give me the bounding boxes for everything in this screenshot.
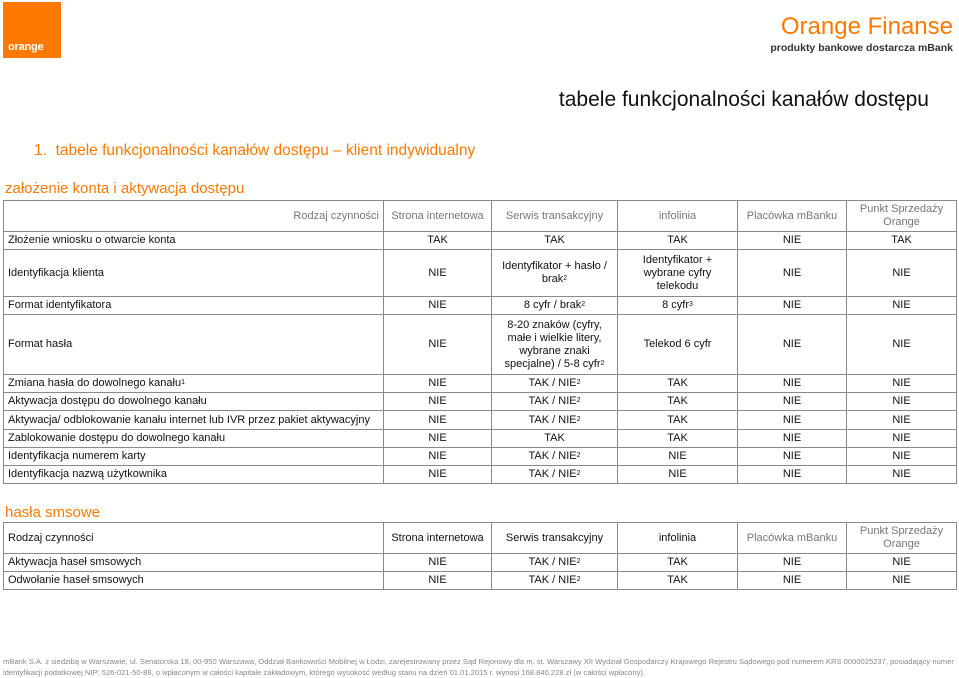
cell: NIE (847, 448, 957, 466)
cell: NIE (618, 448, 738, 466)
footnote-mark: 2 (600, 359, 605, 367)
cell (492, 297, 618, 315)
cell: NIE (384, 466, 492, 484)
table-row (4, 393, 957, 411)
cell: NIE (847, 375, 957, 393)
cell: NIE (738, 393, 847, 411)
cell: NIE (384, 572, 492, 590)
table-row (4, 411, 957, 430)
row-label: Identyfikacja nazwą użytkownika (4, 466, 384, 484)
brand-block (770, 14, 953, 54)
cell: TAK (618, 430, 738, 448)
header-cell: Rodzaj czynności (4, 523, 384, 554)
cell: TAK (618, 572, 738, 590)
header-cell: Placówka mBanku (738, 201, 847, 232)
footnote-mark: 2 (576, 558, 581, 565)
footnote-mark: 2 (563, 275, 568, 282)
cell-text: Identyfikator + hasło / brak (502, 260, 607, 285)
row-label: Zablokowanie dostępu do dowolnego kanału (4, 430, 384, 448)
section-title: tabele funkcjonalności kanałów dostępu – klient indywidualny (55, 142, 476, 159)
row-label (4, 375, 384, 393)
table-row (4, 297, 957, 315)
header-cell: Rodzaj czynności (4, 201, 384, 232)
cell: TAK (618, 232, 738, 250)
cell-text: 8 cyfr / brak (523, 299, 582, 311)
cell: Telekod 6 cyfr (618, 315, 738, 375)
cell: NIE (384, 250, 492, 297)
table2-caption: hasła smsowe (5, 504, 101, 521)
header-cell: Placówka mBanku (738, 523, 847, 554)
footnote-mark: 2 (576, 379, 581, 386)
sms-passwords-table (3, 522, 957, 590)
cell (492, 448, 618, 466)
table-row (4, 430, 957, 448)
row-label-text: Zmiana hasła do dowolnego kanału (8, 377, 182, 389)
cell: NIE (847, 250, 957, 297)
cell: TAK (618, 411, 738, 430)
channels-table (3, 200, 957, 484)
cell-text: TAK / NIE (528, 395, 577, 407)
cell-text: 8 cyfr (662, 299, 689, 311)
cell: NIE (847, 411, 957, 430)
table-header-row (4, 201, 957, 232)
cell: TAK (492, 232, 618, 250)
cell-text: TAK / NIE (528, 413, 577, 426)
cell (492, 375, 618, 393)
cell: NIE (847, 393, 957, 411)
cell: NIE (384, 554, 492, 572)
cell: NIE (847, 554, 957, 572)
table-row (4, 375, 957, 393)
header-cell: Serwis transakcyjny (492, 523, 618, 554)
cell (492, 554, 618, 572)
cell: NIE (738, 572, 847, 590)
table-row (4, 232, 957, 250)
orange-logo (3, 2, 61, 58)
table1-caption: założenie konta i aktywacja dostępu (5, 180, 245, 197)
header-cell: Serwis transakcyjny (492, 201, 618, 232)
cell (618, 297, 738, 315)
cell: NIE (738, 232, 847, 250)
footnote-mark: 1 (181, 379, 185, 386)
cell: TAK (847, 232, 957, 250)
cell-text: TAK / NIE (528, 556, 577, 568)
cell-text: TAK / NIE (528, 450, 577, 462)
table-row (4, 554, 957, 572)
cell-text: 8-20 znaków (cyfry, małe i wielkie litery, wybrane znaki specjalne) / 5-8 cyfr (504, 318, 602, 370)
row-label: Złożenie wniosku o otwarcie konta (4, 232, 384, 250)
cell: NIE (738, 250, 847, 297)
cell-text: TAK / NIE (528, 468, 577, 480)
table-row (4, 572, 957, 590)
cell: NIE (384, 297, 492, 315)
header-cell: Punkt Sprzedaży Orange (847, 523, 957, 554)
header-cell: infolinia (618, 201, 738, 232)
cell: NIE (738, 448, 847, 466)
footnote-mark: 2 (576, 415, 581, 423)
cell: Identyfikator + wybrane cyfry telekodu (618, 250, 738, 297)
cell: NIE (618, 466, 738, 484)
logo-text: orange (8, 41, 44, 53)
cell-text: TAK / NIE (528, 574, 577, 586)
brand-title: Orange Finanse (780, 13, 953, 40)
cell: NIE (847, 572, 957, 590)
cell: NIE (847, 430, 957, 448)
footer-line: mBank S.A. z siedzibą w Warszawie, ul. Senatorska 18, 00-950 Warszawa, Oddział Bankowości Mobilnej w Łodzi, zarejestrowany przez Sąd Rejonowy dla m. st. Warszawy XII Wydział Gospodarczy Krajowego Rejestru Sądowego pod numerem KRS 0000025237, posiadający numer (3, 657, 954, 666)
table-row (4, 466, 957, 484)
cell (492, 250, 618, 297)
cell: NIE (847, 297, 957, 315)
cell: TAK (618, 393, 738, 411)
cell: NIE (738, 430, 847, 448)
footnote-mark: 2 (576, 576, 581, 583)
cell (492, 315, 618, 375)
cell: NIE (738, 315, 847, 375)
header-cell: infolinia (618, 523, 738, 554)
cell: NIE (738, 554, 847, 572)
cell: NIE (847, 466, 957, 484)
cell: NIE (384, 411, 492, 430)
cell: NIE (384, 375, 492, 393)
footnote-mark: 3 (689, 301, 693, 308)
footnote-mark: 2 (581, 301, 586, 308)
section-number: 1. (34, 142, 47, 159)
cell (492, 411, 618, 430)
row-label: Odwołanie haseł smsowych (4, 572, 384, 590)
footer-line: identyfikacji podatkowej NIP: 526-021-50-88, o wpłaconym w całości kapitale zakładowym, którego wysokość według stanu na dzień 01.01.2015 r. wynosi 168.840.228 zł (w całości wpłacony). (3, 668, 646, 677)
cell (492, 466, 618, 484)
cell: TAK (618, 375, 738, 393)
cell: NIE (847, 315, 957, 375)
cell: NIE (738, 466, 847, 484)
page-title: tabele funkcjonalności kanałów dostępu (558, 88, 929, 111)
cell: NIE (384, 393, 492, 411)
header-cell: Strona internetowa (384, 523, 492, 554)
section-heading (34, 142, 475, 160)
row-label: Format identyfikatora (4, 297, 384, 315)
brand-subtitle: produkty bankowe dostarcza mBank (770, 42, 953, 54)
cell: NIE (738, 411, 847, 430)
row-label: Identyfikacja klienta (4, 250, 384, 297)
cell: TAK (384, 232, 492, 250)
header-cell: Punkt Sprzedaży Orange (847, 201, 957, 232)
row-label: Aktywacja haseł smsowych (4, 554, 384, 572)
header-cell: Strona internetowa (384, 201, 492, 232)
cell: TAK (492, 430, 618, 448)
cell: TAK (618, 554, 738, 572)
table-header-row (4, 523, 957, 554)
row-label: Format hasła (4, 315, 384, 375)
cell: NIE (384, 430, 492, 448)
row-label: Aktywacja dostępu do dowolnego kanału (4, 393, 384, 411)
cell-text: TAK / NIE (528, 377, 577, 389)
cell: NIE (738, 297, 847, 315)
cell (492, 393, 618, 411)
table-row (4, 315, 957, 375)
footnote-mark: 2 (576, 452, 581, 459)
cell: NIE (384, 448, 492, 466)
table-row (4, 250, 957, 297)
row-label: Identyfikacja numerem karty (4, 448, 384, 466)
row-label: Aktywacja/ odblokowanie kanału internet lub IVR przez pakiet aktywacyjny (4, 411, 384, 430)
cell (492, 572, 618, 590)
cell: NIE (738, 375, 847, 393)
cell: NIE (384, 315, 492, 375)
footnote-mark: 2 (576, 397, 581, 404)
table-row (4, 448, 957, 466)
footnote-mark: 2 (576, 470, 581, 477)
legal-footer (3, 656, 959, 678)
